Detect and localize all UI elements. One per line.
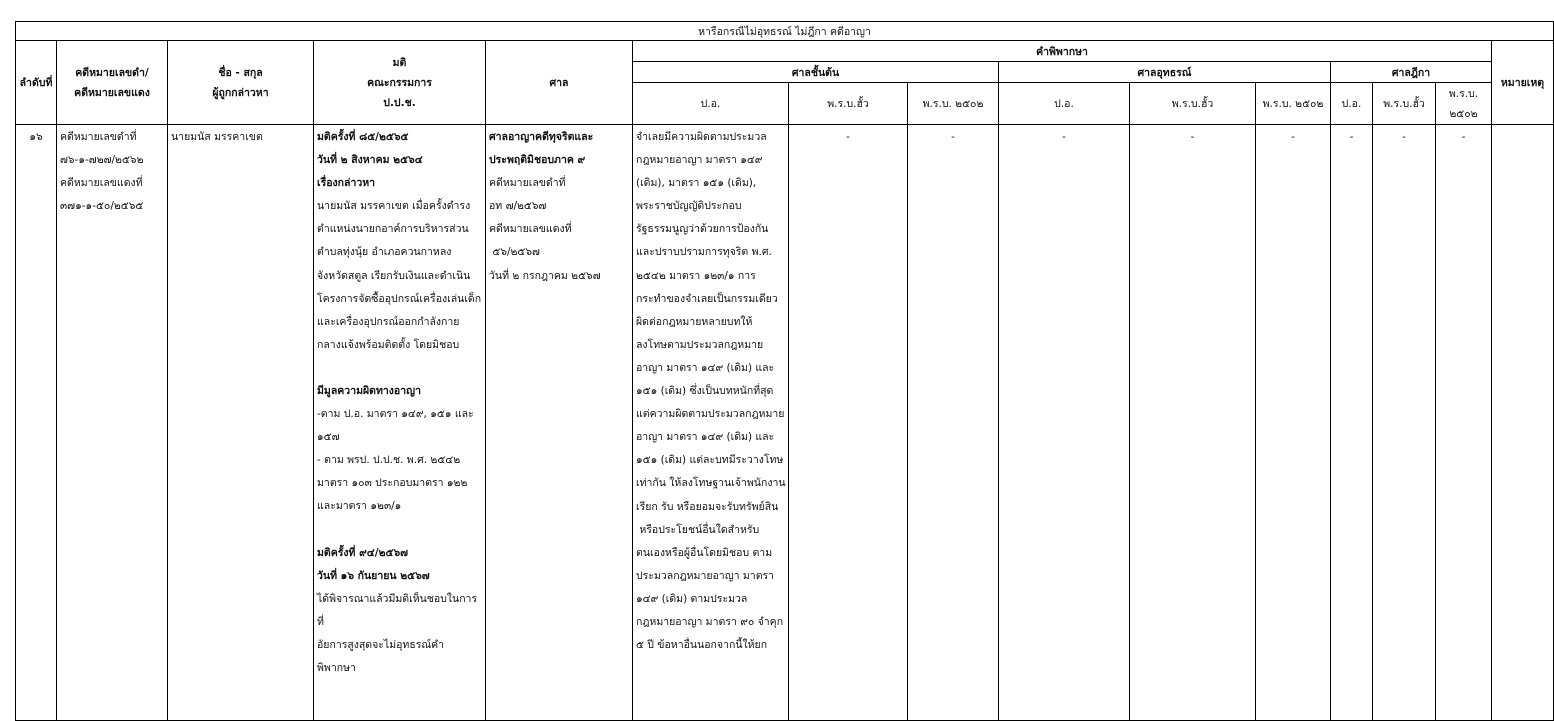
case-number-line: คดีหมายเลขดำที่ [60,131,137,143]
spacer [317,357,482,380]
header-appeal-po: ป.อ. [999,83,1130,125]
header-judgment: คำพิพากษา [633,41,1492,62]
resolution-1-finding-heading: มีมูลความผิดทางอาญา [317,384,421,397]
row-appeal-prb-2502: - [1256,125,1331,721]
resolution-2-detail-line: อัยการสูงสุดจะไม่อุทธรณ์คำพิพากษา [317,638,445,674]
header-accused-name: ชื่อ - สกุล ผู้ถูกกล่าวหา [168,41,314,125]
table-row [16,125,1554,721]
court-name-line: ประพฤติมิชอบภาค ๙ [489,154,586,167]
first-court-judgment-line: จำเลยมีความผิดตามประมวล [636,131,767,143]
resolution-1-finding-line: และมาตรา ๑๒๓/๑ [317,500,402,513]
header-first-court: ศาลชั้นต้น [633,62,999,83]
header-seq: ลำดับที่ [16,41,57,125]
first-court-judgment-line: อาญา มาตรา ๑๔๙ (เดิม) และ [636,431,775,444]
row-first-prb-amendment: - [789,125,908,721]
resolution-1-date: วันที่ ๒ สิงหาคม ๒๕๖๔ [317,154,423,167]
row-appeal-prb-amendment: - [1130,125,1256,721]
row-remark [1492,125,1554,721]
first-court-judgment-line: รัฐธรรมนูญว่าด้วยการป้องกัน [636,223,769,236]
court-detail-line: คดีหมายเลขแดงที่ [489,223,572,236]
row-court [486,125,633,721]
row-seq: ๑๖ [16,125,57,721]
header-court: ศาล [486,41,633,125]
first-court-judgment-line: อาญา มาตรา ๑๔๙ (เดิม) และ [636,361,775,374]
case-number-line: ๗๖-๑-๗๒๗/๒๕๖๒ [60,154,144,167]
resolution-1-subject-line: ตำบลทุ่งนุ้ย อำเภอควนกาหลง [317,246,452,259]
header-nacc-resolution: มติ คณะกรรมการ ป.ป.ช. [314,41,486,125]
first-court-judgment-line: ๑๕๑ (เดิม) แต่ละบทมีระวางโทษ [636,454,784,467]
court-name-line: ศาลอาญาคดีทุจริตและ [489,131,594,143]
first-court-judgment-line: ลงโทษตามประมวลกฎหมาย [636,338,764,351]
first-court-judgment-line: พระราชบัญญัติประกอบ [636,200,742,213]
header-supreme-court: ศาลฎีกา [1331,62,1492,83]
header-supreme-prb-2502: พ.ร.บ. ๒๕๐๒ [1436,83,1492,125]
row-first-prb-2502: - [908,125,999,721]
first-court-judgment-line: ๑๔๙ (เดิม) ตามประมวล [636,592,748,605]
first-court-judgment-line: ๕ ปี ข้อหาอื่นนอกจากนี้ให้ยก [636,639,768,652]
first-court-judgment-line: ตนเองหรือผู้อื่นโดยมิชอบ ตาม [636,546,773,559]
resolution-1-finding-line: ๑๕๗ [317,431,340,444]
case-table [15,21,1554,721]
resolution-1-subject-line: โครงการจัดซื้ออุปกรณ์เครื่องเล่นเด็ก [317,292,482,305]
resolution-1-subject-line: กลางแจ้งพร้อมติดตั้ง โดยมิชอบ [317,338,460,351]
row-accused-name: นายมนัส มรรคาเขต [168,125,314,721]
resolution-2-detail-line: ได้พิจารณาแล้วมีมติเห็นชอบในการที่ [317,592,478,628]
resolution-1-title: มติครั้งที่ ๘๕/๒๕๖๕ [317,131,409,143]
first-court-judgment-line: กระทำของจำเลยเป็นกรรมเดียว [636,292,778,305]
header-first-prb-2502: พ.ร.บ. ๒๕๐๒ [908,83,999,125]
first-court-judgment-line: กฎหมายอาญา มาตรา ๑๔๙ [636,154,763,167]
header-supreme-po: ป.อ. [1331,83,1373,125]
row-case-number [57,125,168,721]
first-court-judgment-line: (เดิม), มาตรา ๑๕๑ (เดิม), [636,177,757,190]
resolution-1-subject-line: ตำแหน่งนายกอาค์การบริหารส่วน [317,223,469,236]
resolution-1-subject-line: จังหวัดสตูล เรียกรับเงินและดำเนิน [317,269,471,282]
header-case-number: คดีหมายเลขดำ/ คดีหมายเลขแดง [57,41,168,125]
first-court-judgment-line: และปราบปรามการทุจริต พ.ศ. [636,246,772,259]
header-appeal-prb-2502: พ.ร.บ. ๒๕๐๒ [1256,83,1331,125]
resolution-1-finding-line: มาตรา ๑๐๓ ประกอบมาตรา ๑๒๒ [317,477,468,490]
row-resolution [314,125,486,721]
header-remark: หมายเหตุ [1492,41,1554,125]
first-court-judgment-line: หรือประโยชน์อื่นใดสำหรับ [636,523,760,536]
row-supreme-prb-2502: - [1436,125,1492,721]
resolution-2-title: มติครั้งที่ ๙๔/๒๕๖๗ [317,546,409,559]
first-court-judgment-line: ๒๕๔๒ มาตรา ๑๒๓/๑ การ [636,269,756,282]
court-detail-line: คดีหมายเลขดำที่ [489,177,566,190]
row-supreme-po: - [1331,125,1373,721]
resolution-1-finding-line: - ตาม พรป. ป.ป.ช. พ.ศ. ๒๕๔๒ [317,454,461,467]
court-detail-line: วันที่ ๒ กรกฎาคม ๒๕๖๗ [489,269,601,282]
header-supreme-prb-amendment: พ.ร.บ.ฮั้ว [1373,83,1436,125]
first-court-judgment-line: กฎหมายอาญา มาตรา ๙๐ จำคุก [636,615,784,628]
court-detail-line: อท ๗/๒๕๖๗ [489,200,547,213]
resolution-2-date: วันที่ ๑๖ กันยายน ๒๕๖๗ [317,569,430,582]
row-supreme-prb-amendment: - [1373,125,1436,721]
first-court-judgment-line: ประมวลกฎหมายอาญา มาตรา [636,569,775,582]
header-first-po: ป.อ. [633,83,789,125]
case-number-line: ๓๗๑-๑-๕๐/๒๕๖๕ [60,200,144,213]
header-appeal-court: ศาลอุทธรณ์ [999,62,1331,83]
first-court-judgment-line: เท่ากัน ให้ลงโทษฐานเจ้าพนักงาน [636,477,786,490]
resolution-1-subject-heading: เรื่องกล่าวหา [317,177,376,190]
table-caption: หารือกรณีไม่อุทธรณ์ ไม่ฎีกา คดีอาญา [16,22,1554,41]
first-court-judgment-line: ๑๕๑ (เดิม) ซึ่งเป็นบทหนักที่สุด [636,385,774,398]
spacer [317,519,482,542]
first-court-judgment-line: แต่ความผิดตามประมวลกฎหมาย [636,408,785,421]
first-court-judgment-line: เรียก รับ หรือยอมจะรับทรัพย์สิน [636,500,779,513]
header-first-prb-amendment: พ.ร.บ.ฮั้ว [789,83,908,125]
row-first-court-po [633,125,789,721]
resolution-1-subject-line: และเครื่องอุปกรณ์ออกกำลังกาย [317,315,460,328]
header-appeal-prb-amendment: พ.ร.บ.ฮั้ว [1130,83,1256,125]
resolution-1-finding-line: -ตาม ป.อ. มาตรา ๑๔๙, ๑๕๑ และ [317,408,474,421]
court-detail-line: ๕๖/๒๕๖๗ [489,246,540,259]
row-appeal-po: - [999,125,1130,721]
case-number-line: คดีหมายเลขแดงที่ [60,177,143,190]
first-court-judgment-line: ผิดต่อกฎหมายหลายบทให้ [636,315,753,328]
resolution-1-subject-line: นายมนัส มรรคาเขต เมื่อครั้งดำรง [317,200,471,213]
